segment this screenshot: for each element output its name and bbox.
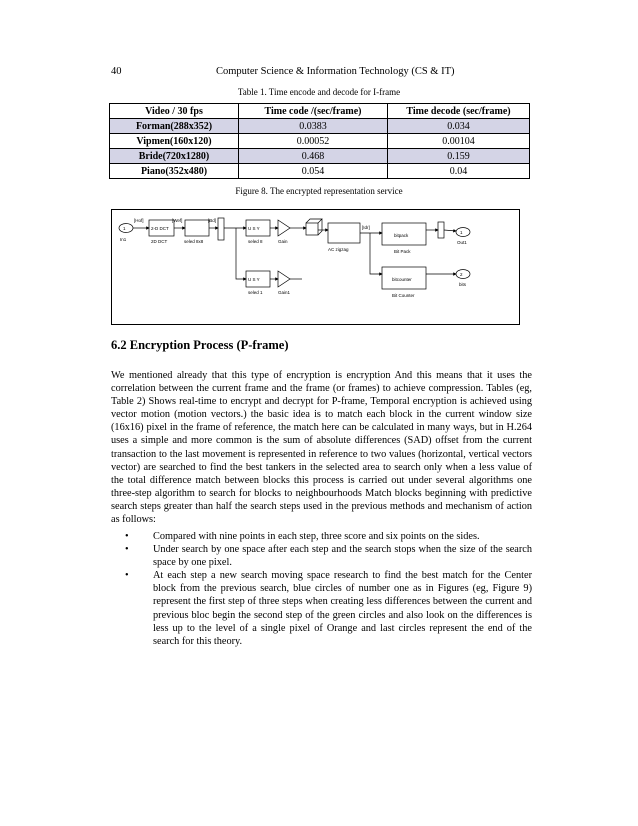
table-cell: 0.04 bbox=[388, 164, 530, 179]
table-cell: 0.468 bbox=[239, 149, 388, 164]
table-row bbox=[110, 164, 530, 179]
outport-number: 1 bbox=[460, 230, 463, 235]
page-number: 40 bbox=[111, 66, 122, 77]
body-paragraph: We mentioned already that this type of encryption is encryption And this means that it uses the correlation between the current frame and the frame (or frames) to achieve compression. Tables (eg, Table 2) Shows real-time to encrypt and decrypt for P-frame, Temporal encryption is achieved using vector motion (motion vectors.) the basic idea is to match each block in the current window size (16x16) pixel in the frame of reference, the match here can be calculated in many ways, but in H.264 uses a simple and more common is the sum of absolute differences (SAD) offset from the current transaction to the last movement is represented in reference to two values (horizontal, vertical vectors vector) are searched to find the best tankers in the selected area to search only when a less value of the total difference match between blocks this process is carried out under several algorithms one three-step algorithm to search for blocks to neighbourhoods Match blocks beginning with predictive search steps greater than half the search steps used in the previous methods and mechanism of action as follows: bbox=[111, 370, 532, 526]
running-title: Computer Science & Information Technology (CS & IT) bbox=[216, 66, 455, 77]
bullet-list bbox=[111, 530, 532, 648]
link bbox=[236, 228, 246, 279]
goto-tag: [Hof] bbox=[134, 218, 144, 223]
select-block-shape bbox=[185, 220, 209, 236]
zigzag-shape bbox=[328, 223, 360, 243]
bitpack-label: bitpack bbox=[394, 233, 409, 238]
dct-block-label: 2D DCT bbox=[151, 239, 168, 244]
bullet-icon: • bbox=[125, 544, 129, 556]
bitpack-sub: Bit Pack bbox=[394, 249, 411, 254]
table-header-row bbox=[110, 104, 530, 119]
table-cell: 0.00052 bbox=[239, 134, 388, 149]
zigzag-label: AC zigzag bbox=[328, 247, 349, 252]
table-row bbox=[110, 119, 530, 134]
inport-number: 1 bbox=[123, 226, 126, 231]
outport2-number: 2 bbox=[460, 272, 463, 277]
dct-block-text: 2-D DCT bbox=[151, 226, 169, 231]
table-row bbox=[110, 134, 530, 149]
selector-text: U S Y bbox=[248, 226, 260, 231]
diagram-canvas bbox=[112, 210, 519, 324]
inport-label: In1 bbox=[120, 237, 127, 242]
section-heading: 6.2 Encryption Process (P-frame) bbox=[111, 338, 289, 352]
outport-label: Out1 bbox=[457, 240, 467, 245]
table-cell: 0.00104 bbox=[388, 134, 530, 149]
outport-shape bbox=[456, 228, 470, 237]
table-cell: Bride(720x1280) bbox=[110, 149, 239, 164]
select-block-label: seled 8x8 bbox=[184, 239, 204, 244]
selector-lower-text: U S Y bbox=[248, 277, 260, 282]
table-cell: 0.159 bbox=[388, 149, 530, 164]
gain1-label: Gain1 bbox=[278, 290, 291, 295]
simulink-diagram bbox=[111, 209, 520, 325]
timing-table bbox=[109, 103, 530, 179]
goto-tag: [Wef] bbox=[172, 218, 183, 223]
column-header: Time code /(sec/frame) bbox=[239, 104, 388, 119]
table-cell: 0.054 bbox=[239, 164, 388, 179]
table-cell: Forman(288x352) bbox=[110, 119, 239, 134]
outport2-label: bits bbox=[459, 282, 467, 287]
inport-shape bbox=[119, 224, 133, 233]
list-item-text: Compared with nine points in each step, three score and six points on the sides. bbox=[153, 531, 480, 542]
table-cell: 0.034 bbox=[388, 119, 530, 134]
column-header: Video / 30 fps bbox=[110, 104, 239, 119]
list-item bbox=[111, 530, 532, 543]
column-header: Time decode (sec/frame) bbox=[388, 104, 530, 119]
selected-label: seled 8 bbox=[248, 239, 263, 244]
table-caption: Table 1. Time encode and decode for I-frame bbox=[237, 87, 401, 97]
bullet-icon: • bbox=[125, 531, 129, 542]
list-item bbox=[111, 569, 532, 648]
selected1-label: seled 1 bbox=[248, 290, 263, 295]
mux-shape bbox=[218, 218, 224, 240]
gain-lower-shape bbox=[278, 271, 290, 287]
link bbox=[370, 233, 382, 274]
gain-label: Gain bbox=[278, 239, 288, 244]
gain-shape bbox=[278, 220, 290, 236]
goto-tag: [Idr] bbox=[362, 225, 370, 230]
figure-caption: Figure 8. The encrypted representation service bbox=[235, 186, 403, 196]
cube-shape bbox=[306, 223, 318, 235]
table-cell: Vipmen(160x120) bbox=[110, 134, 239, 149]
list-item-text: Under search by one space after each step and the search stops when the size of the search space by one pixel. bbox=[153, 544, 532, 569]
list-item-text: At each step a new search moving space research to find the best match for the Center block from the previous search, blue circles of number one as in Figures (eg, Figure 9) represent the first step of three steps when creating less differences between the current and previous bloc begin the second step of the green circles and also look on the differences is less up to the level of a single pixel of Orange and last circles represent the end of the search for this theory. bbox=[153, 570, 532, 647]
table-cell: Piano(352x480) bbox=[110, 164, 239, 179]
bullet-icon: • bbox=[125, 570, 129, 582]
table-cell: 0.0383 bbox=[239, 119, 388, 134]
mux-right-shape bbox=[438, 222, 444, 238]
outport2-shape bbox=[456, 270, 470, 279]
link bbox=[444, 230, 456, 231]
table-row bbox=[110, 149, 530, 164]
bitcounter-sub: Bit Counter bbox=[392, 293, 415, 298]
goto-tag: [Bd] bbox=[208, 218, 217, 223]
list-item bbox=[111, 543, 532, 569]
bitcounter-label: bitcounter bbox=[392, 277, 412, 282]
